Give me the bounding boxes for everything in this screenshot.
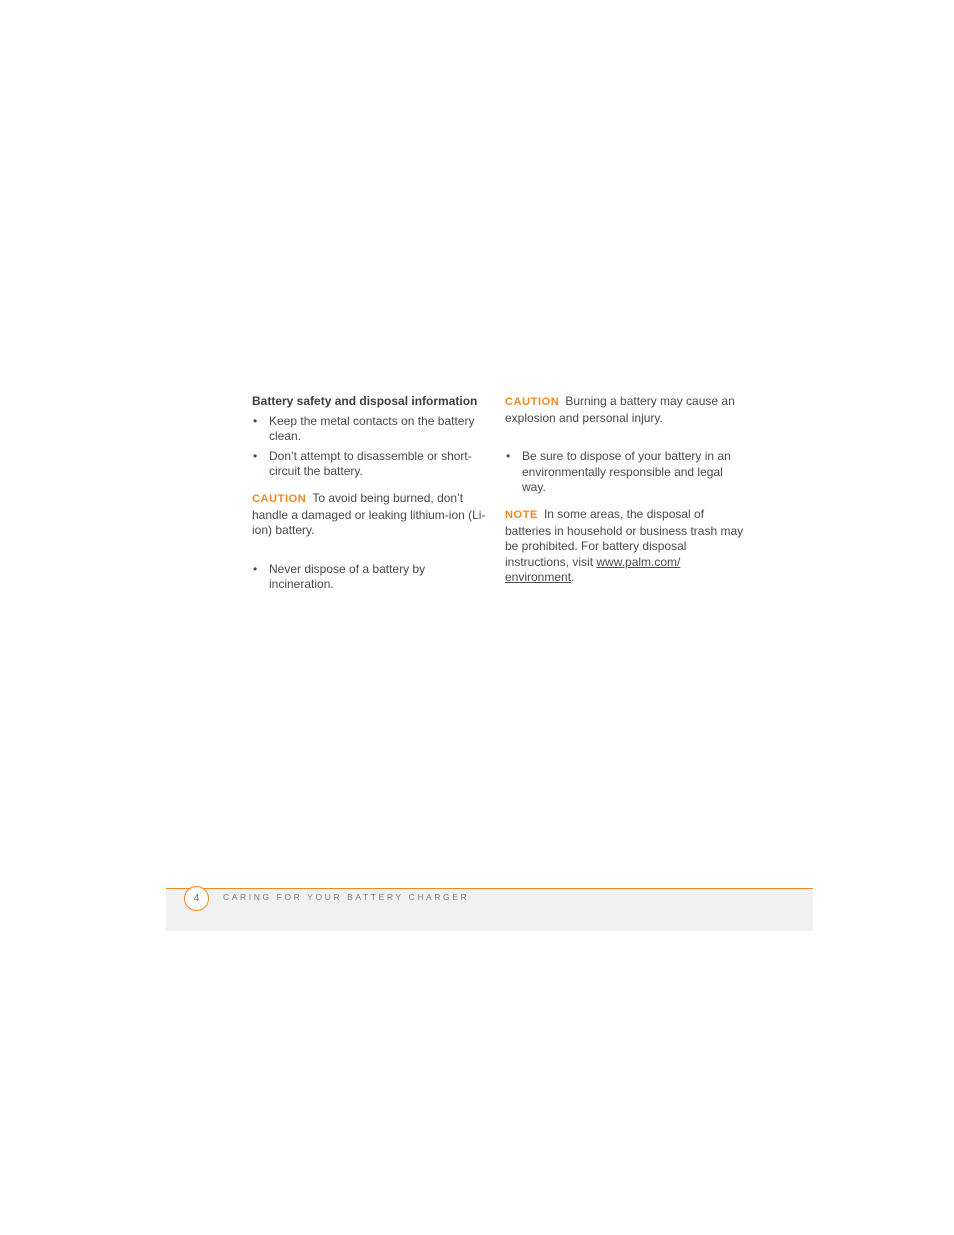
note-end: . — [571, 570, 575, 585]
bullet-icon: • — [253, 561, 258, 576]
list-item — [252, 414, 490, 445]
caution-label: CAUTION — [252, 492, 307, 505]
bullet-list-2 — [252, 562, 490, 593]
list-item — [252, 562, 490, 593]
bullet-icon: • — [506, 449, 511, 464]
section-heading: Battery safety and disposal information — [252, 394, 478, 408]
list-item-text: Keep the metal contacts on the battery clean. — [269, 413, 475, 444]
list-item-text: Don’t attempt to disassemble or short-circuit the battery. — [269, 448, 472, 479]
list-item — [505, 449, 745, 496]
bullet-icon: • — [253, 413, 258, 428]
list-item-text: Never dispose of a battery by incineration. — [269, 561, 426, 592]
caution-text: Burning a battery may cause an explosion and personal injury. — [505, 394, 735, 425]
right-column — [505, 394, 745, 586]
chapter-title: CARING FOR YOUR BATTERY CHARGER — [223, 892, 470, 902]
list-item — [252, 449, 490, 480]
caution-paragraph — [505, 394, 745, 426]
list-item-text: Be sure to dispose of your battery in an environmentally responsible and legal way. — [522, 449, 731, 495]
caution-label: CAUTION — [505, 396, 560, 408]
bullet-icon: • — [253, 448, 258, 463]
left-column — [252, 394, 490, 597]
page-footer — [166, 888, 813, 931]
note-paragraph — [505, 507, 745, 586]
page-number: 4 — [184, 886, 209, 911]
caution-text: To avoid being burned, don’t handle a damaged or leaking lithium-ion (Li-ion) battery. — [252, 490, 486, 538]
note-label: NOTE — [505, 508, 538, 521]
bullet-list — [505, 449, 745, 496]
link-line-2: environment — [505, 570, 572, 585]
link-line-1: www.palm.com/ — [596, 554, 681, 569]
caution-paragraph — [252, 491, 490, 539]
bullet-list-1 — [252, 414, 490, 480]
note-text: In some areas, the disposal of batteries in household or business trash may be prohibited. For battery disposal instructions, visit — [505, 506, 744, 569]
